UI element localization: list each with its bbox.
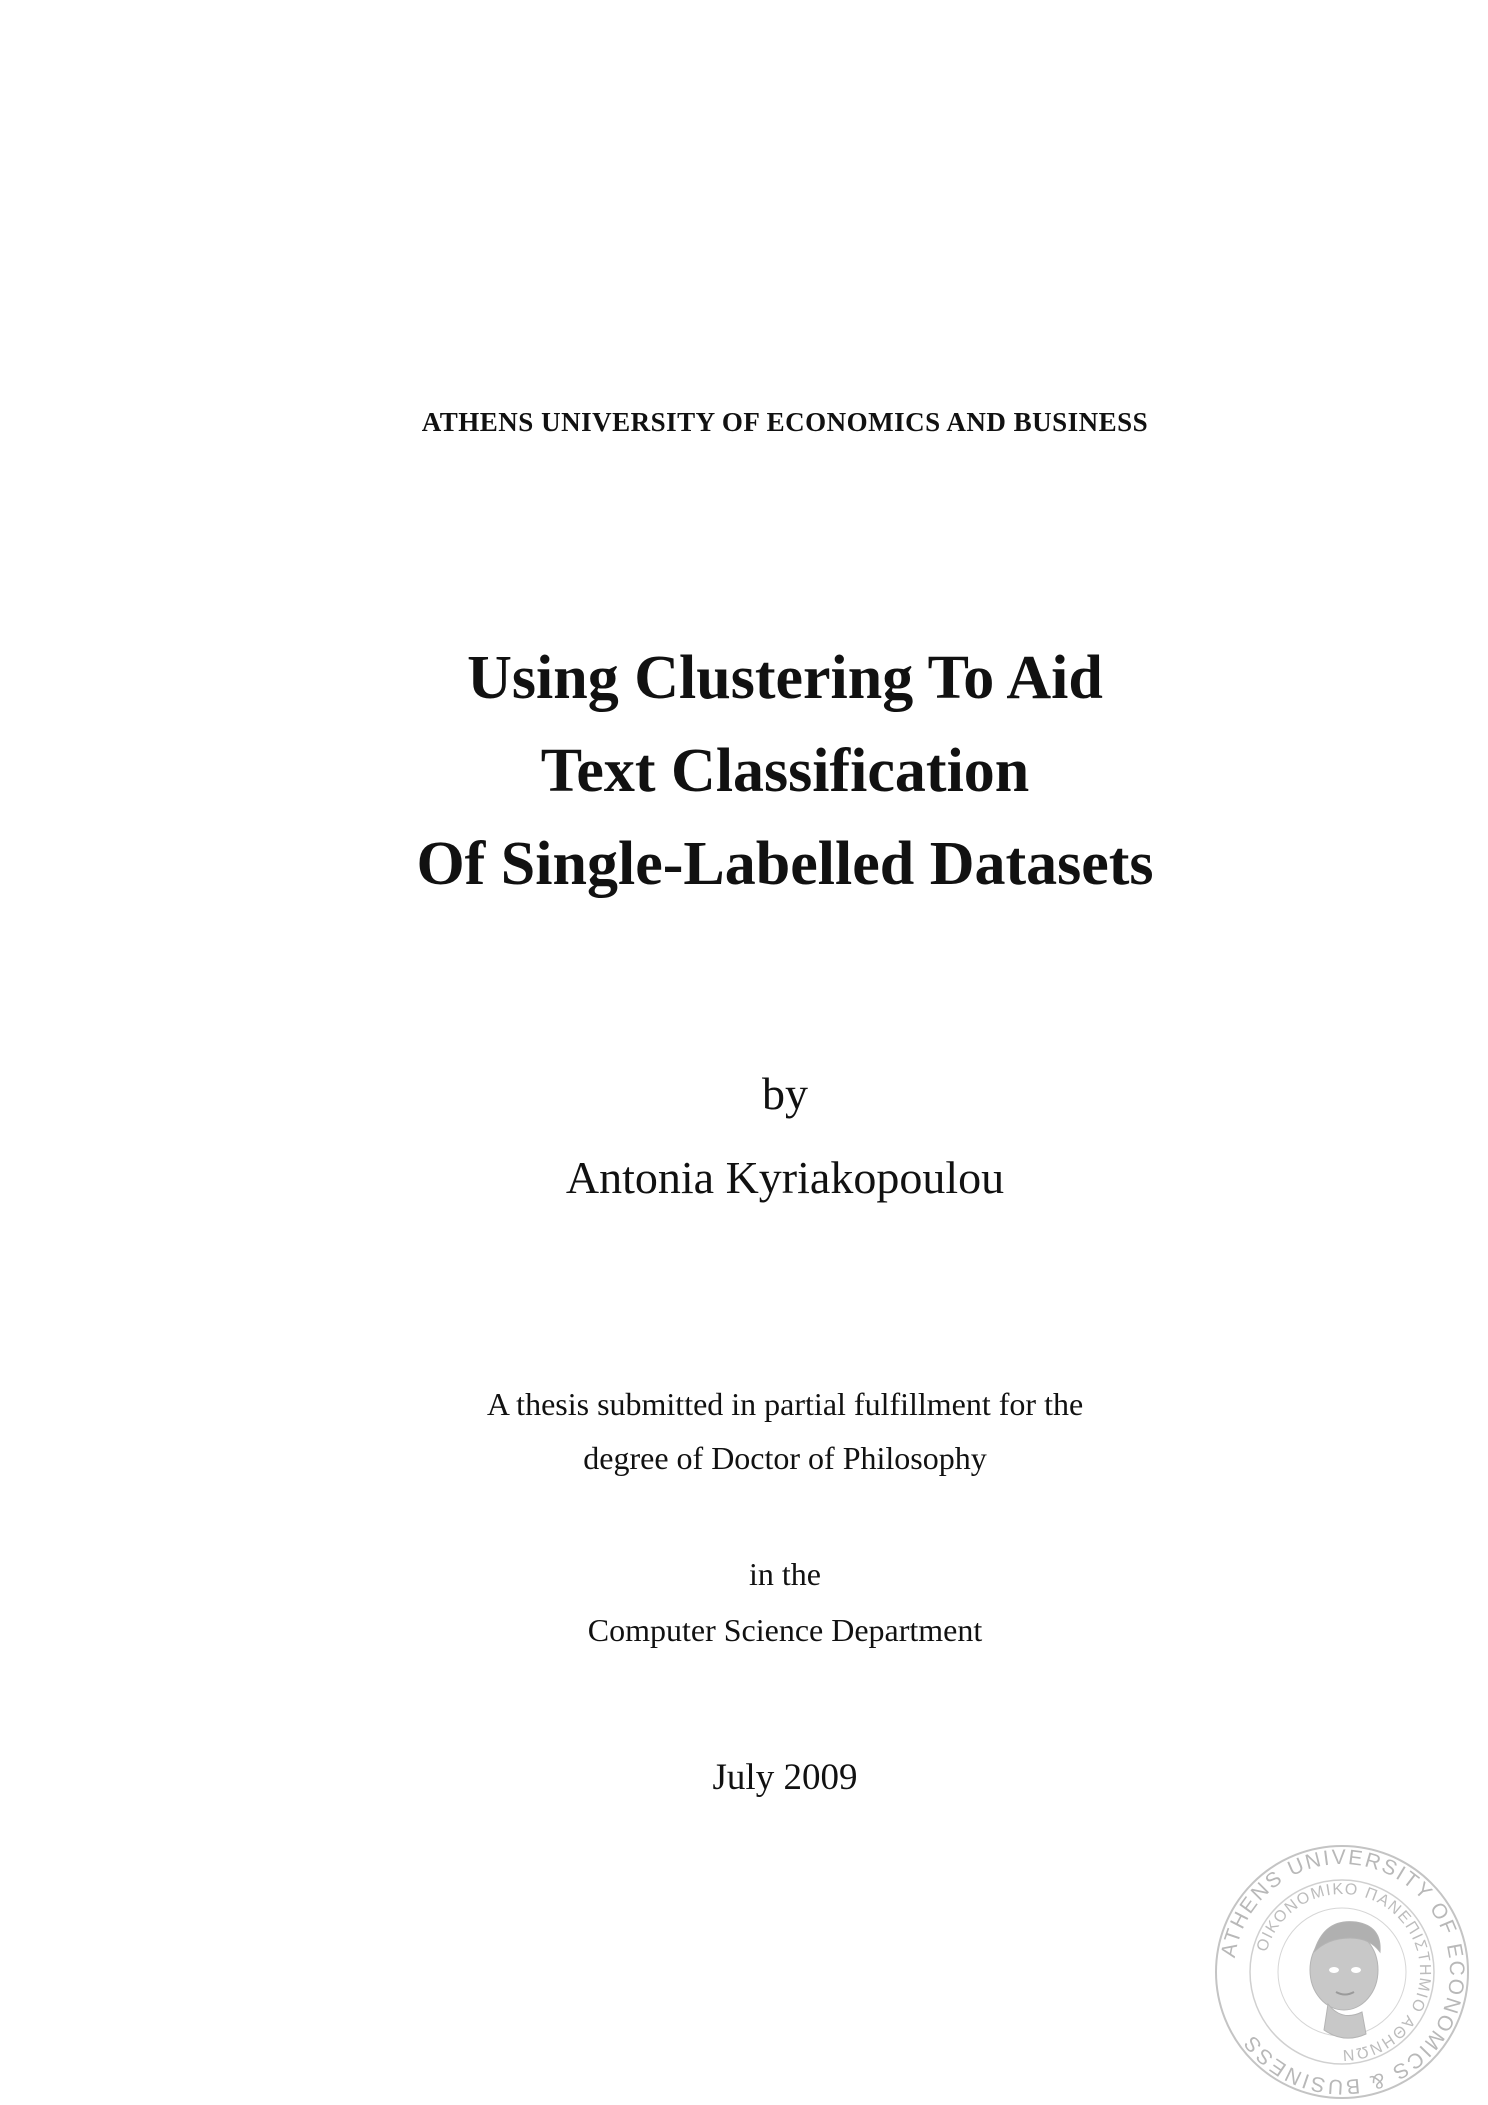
university-name: ATHENS UNIVERSITY OF ECONOMICS AND BUSINESS [421,407,1149,437]
thesis-title-line-3: Of Single-Labelled Datasets [416,830,1154,898]
submission-date: July 2009 [712,1757,858,1798]
submission-line-1: A thesis submitted in partial fulfillment for the [486,1386,1084,1422]
university-seal-icon [1212,1842,1472,2102]
by-label: by [762,1068,808,1119]
thesis-title-line-2: Text Classification [540,737,1030,805]
thesis-title [0,632,1488,911]
seal-inner-text: ΟΙΚΟΝΟΜΙΚΟ ΠΑΝΕΠΙΣΤΗΜΙΟ ΑΘΗΝΩΝ [1253,1880,1434,2064]
in-the-label: in the [749,1556,821,1592]
submission-line-2: degree of Doctor of Philosophy [583,1440,987,1476]
department-name: Computer Science Department [587,1612,983,1648]
author-name: Antonia Kyriakopoulou [565,1152,1005,1203]
department-block [0,1546,1488,1658]
thesis-title-line-1: Using Clustering To Aid [467,644,1103,712]
seal-outer-text: ATHENS UNIVERSITY OF ECONOMICS & BUSINESS [1216,1845,1469,2099]
submission-statement [0,1377,1488,1485]
